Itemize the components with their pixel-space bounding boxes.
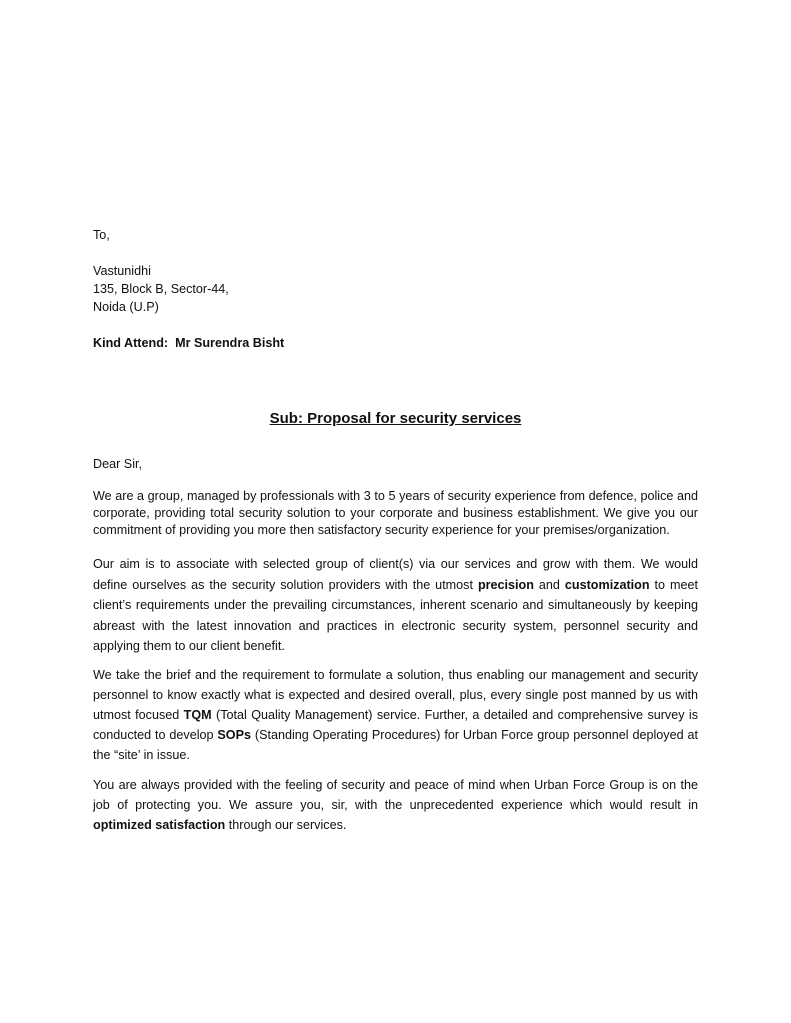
paragraph-assurance-text-1: You are always provided with the feeling of security and peace of mind when Urban Force Group is on the job of protecting you. We assure you, sir, with the unprecedented experience which would result in (93, 777, 698, 812)
paragraph-approach-text-3: (Standing Operating Procedures) for Urban Force group personnel deployed at the “site’ in issue. (93, 727, 698, 762)
paragraph-approach (93, 665, 698, 765)
emphasis-tqm: TQM (183, 707, 212, 722)
salutation: Dear Sir, (93, 457, 142, 471)
emphasis-precision: precision (477, 577, 534, 592)
paragraph-assurance-text-2: through our services. (225, 817, 347, 832)
to-line: To, (93, 228, 110, 242)
emphasis-optimized-satisfaction: optimized satisfaction (93, 817, 226, 832)
paragraph-approach-text-2: (Total Quality Management) service. Further, a detailed and comprehensive survey is conducted to develop (93, 707, 699, 742)
paragraph-aim (93, 554, 698, 657)
subject-heading: Sub: Proposal for security services (269, 410, 522, 427)
recipient-name: Vastunidhi (93, 264, 151, 278)
emphasis-sops: SOPs (217, 727, 251, 742)
recipient-address (93, 262, 698, 316)
letter-body (93, 226, 698, 835)
paragraph-aim-text-3: to meet client’s requirements under the prevailing circumstances, inherent scenario and simultaneously by keeping abreast with the latest innovation and practices in electronic security system, personnel security and applying them to our client benefit. (93, 577, 699, 653)
paragraph-aim-text-2: and (533, 577, 565, 592)
paragraph-aim-text-1: Our aim is to associate with selected group of client(s) via our services and grow with them. We would define ourselves as the security solution providers with the utmost (93, 557, 698, 592)
address-line-1: 135, Block B, Sector-44, (93, 282, 229, 296)
paragraph-approach-text-1: We take the brief and the requirement to formulate a solution, thus enabling our management and security personnel to know exactly what is expected and desired overall, plus, every single post manned by us with utmost focused (93, 667, 698, 722)
attention-line: Kind Attend: Mr Surendra Bisht (93, 336, 285, 350)
paragraph-assurance (93, 775, 698, 835)
address-line-2: Noida (U.P) (93, 300, 159, 314)
emphasis-customization: customization (564, 577, 650, 592)
paragraph-intro: We are a group, managed by professionals with 3 to 5 years of security experience from defence, police and corporate, providing total security solution to your corporate and business establishment. We give you our commitment of providing you more then satisfactory security experience for your premises/organization. (93, 489, 698, 537)
